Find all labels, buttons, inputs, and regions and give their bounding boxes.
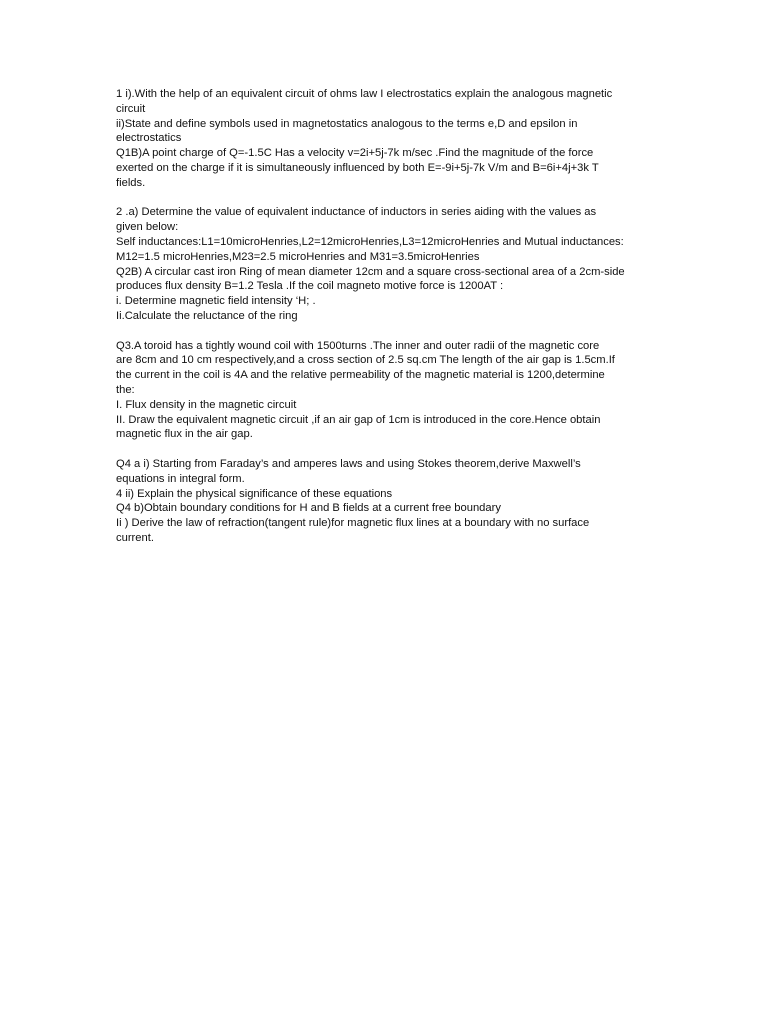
text-line: Q1B)A point charge of Q=-1.5C Has a velocity v=2i+5j-7k m/sec .Find the magnitude of the force [116,147,594,160]
text-line: II. Draw the equivalent magnetic circuit ,if an air gap of 1cm is introduced in the core.Hence obtain [116,413,601,426]
text-line: the: [116,383,135,396]
text-line: given below: [116,221,179,234]
text-line: equations in integral form. [116,472,245,485]
question-1-block [116,87,656,191]
text-line: current. [116,531,154,544]
text-line: 2 .a) Determine the value of equivalent inductance of inductors in series aiding with the values as [116,206,597,219]
text-line: magnetic flux in the air gap. [116,428,253,441]
text-line: 1 i).With the help of an equivalent circuit of ohms law I electrostatics explain the analogous magnetic [116,88,613,100]
text-line: fields. [116,176,146,189]
text-line: electrostatics [116,132,182,145]
text-line: Q2B) A circular cast iron Ring of mean diameter 12cm and a square cross-sectional area of a 2cm-side [116,265,625,278]
question-4-block [116,457,656,546]
question-2-block [116,205,656,323]
text-line: ii)State and define symbols used in magnetostatics analogous to the terms e,D and epsilon in [116,117,578,130]
text-line: M12=1.5 microHenries,M23=2.5 microHenries and M31=3.5microHenries [116,250,480,263]
text-line: i. Determine magnetic field intensity ‘H; . [116,295,316,308]
text-line: Q3.A toroid has a tightly wound coil with 1500turns .The inner and outer radii of the magnetic core [116,339,600,352]
text-line: the current in the coil is 4A and the relative permeability of the magnetic material is 1200,determine [116,369,605,382]
paragraph-gap [116,191,656,206]
text-line: produces flux density B=1.2 Tesla .If the coil magneto motive force is 1200AT : [116,280,504,293]
text-line: Q4 a i) Starting from Faraday’s and amperes laws and using Stokes theorem,derive Maxwell’s [116,457,581,470]
text-line: Q4 b)Obtain boundary conditions for H and B fields at a current free boundary [116,502,501,515]
paragraph-gap [116,324,656,339]
question-3-block [116,339,656,443]
text-line: Self inductances:L1=10microHenries,L2=12microHenries,L3=12microHenries and Mutual inductances: [116,235,624,248]
text-line: circuit [116,102,146,115]
text-line: Ii.Calculate the reluctance of the ring [116,309,298,322]
text-line: exerted on the charge if it is simultaneously influenced by both E=-9i+5j-7k V/m and B=6i+4j+3k T [116,161,599,174]
text-line: are 8cm and 10 cm respectively,and a cross section of 2.5 sq.cm The length of the air gap is 1.5cm.If [116,354,615,367]
text-line: Ii ) Derive the law of refraction(tangent rule)for magnetic flux lines at a boundary with no surface [116,517,590,530]
document-page [116,87,656,546]
paragraph-gap [116,442,656,457]
text-line: I. Flux density in the magnetic circuit [116,398,297,411]
text-line: 4 ii) Explain the physical significance of these equations [116,487,393,500]
